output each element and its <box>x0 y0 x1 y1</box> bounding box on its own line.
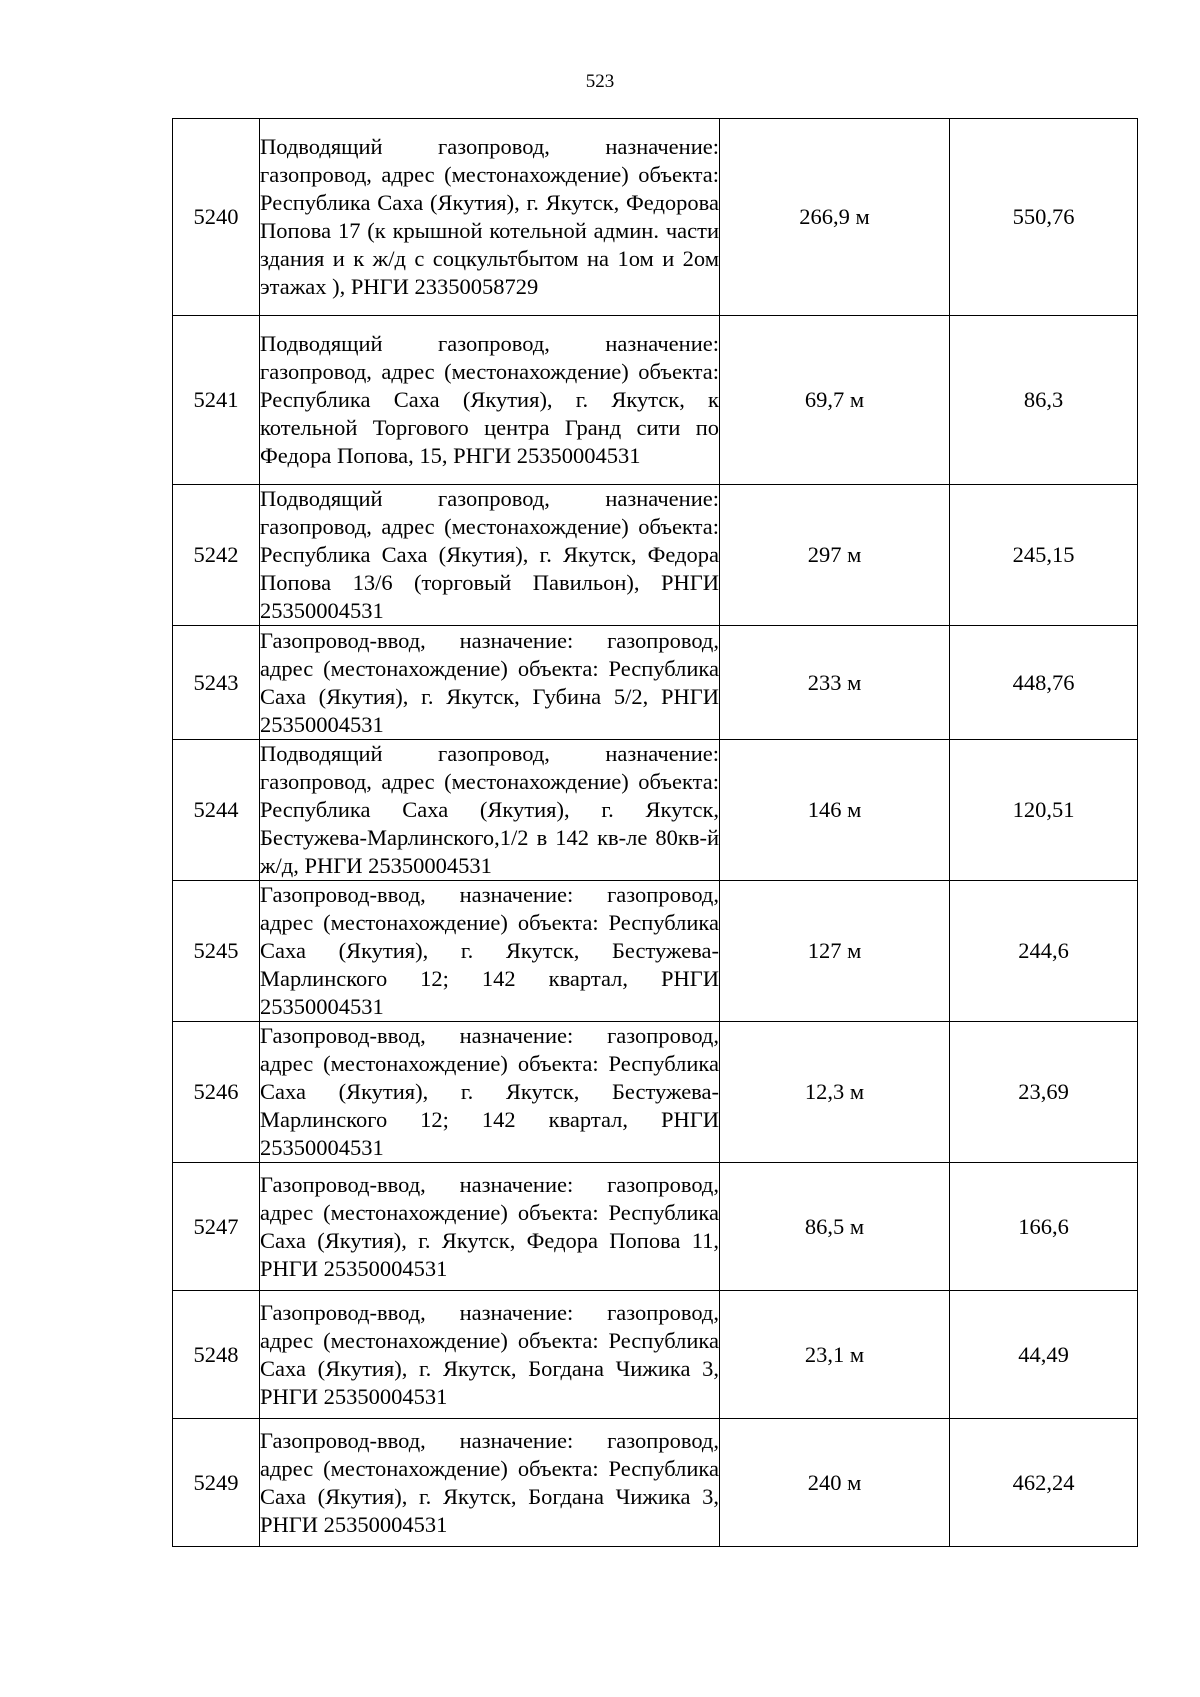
object-length: 240 м <box>720 1419 950 1547</box>
table-row <box>173 1163 1138 1291</box>
table-row <box>173 1291 1138 1419</box>
object-length: 146 м <box>720 740 950 881</box>
object-description: Подводящий газопровод, назначение: газопровод, адрес (местонахождение) объекта: Республика Саха (Якутия), г. Якутск, к котельной Торгового центра Гранд сити по Федора Попова, 15, РНГИ 25350004531 <box>260 316 720 485</box>
object-value: 23,69 <box>950 1022 1138 1163</box>
object-value: 86,3 <box>950 316 1138 485</box>
row-number: 5244 <box>173 740 260 881</box>
row-number: 5241 <box>173 316 260 485</box>
object-length: 266,9 м <box>720 119 950 316</box>
table-row <box>173 1419 1138 1547</box>
object-length: 127 м <box>720 881 950 1022</box>
object-description: Газопровод-ввод, назначение: газопровод, адрес (местонахождение) объекта: Республика Саха (Якутия), г. Якутск, Бестужева-Марлинского 12; 142 квартал, РНГИ 25350004531 <box>260 1022 720 1163</box>
row-number: 5247 <box>173 1163 260 1291</box>
object-length: 233 м <box>720 626 950 740</box>
object-value: 166,6 <box>950 1163 1138 1291</box>
object-description: Газопровод-ввод, назначение: газопровод, адрес (местонахождение) объекта: Республика Саха (Якутия), г. Якутск, Федора Попова 11, РНГИ 25350004531 <box>260 1163 720 1291</box>
object-value: 462,24 <box>950 1419 1138 1547</box>
table-row <box>173 1022 1138 1163</box>
object-length: 86,5 м <box>720 1163 950 1291</box>
table-row <box>173 626 1138 740</box>
object-description: Подводящий газопровод, назначение: газопровод, адрес (местонахождение) объекта: Республика Саха (Якутия), г. Якутск, Федора Попова 13/6 (торговый Павильон), РНГИ 25350004531 <box>260 485 720 626</box>
object-length: 23,1 м <box>720 1291 950 1419</box>
object-description: Подводящий газопровод, назначение: газопровод, адрес (местонахождение) объекта: Республика Саха (Якутия), г. Якутск, Федорова Попова 17 (к крышной котельной админ. части здания и к ж/д с соцкультбытом на 1ом и 2ом этажах ), РНГИ 23350058729 <box>260 119 720 316</box>
table-row <box>173 740 1138 881</box>
row-number: 5245 <box>173 881 260 1022</box>
row-number: 5242 <box>173 485 260 626</box>
object-value: 448,76 <box>950 626 1138 740</box>
row-number: 5249 <box>173 1419 260 1547</box>
table-row <box>173 485 1138 626</box>
object-value: 244,6 <box>950 881 1138 1022</box>
table-row <box>173 881 1138 1022</box>
object-description: Газопровод-ввод, назначение: газопровод, адрес (местонахождение) объекта: Республика Саха (Якутия), г. Якутск, Богдана Чижика 3, РНГИ 25350004531 <box>260 1419 720 1547</box>
object-description: Газопровод-ввод, назначение: газопровод, адрес (местонахождение) объекта: Республика Саха (Якутия), г. Якутск, Богдана Чижика 3, РНГИ 25350004531 <box>260 1291 720 1419</box>
row-number: 5246 <box>173 1022 260 1163</box>
object-value: 550,76 <box>950 119 1138 316</box>
row-number: 5248 <box>173 1291 260 1419</box>
object-value: 120,51 <box>950 740 1138 881</box>
object-length: 297 м <box>720 485 950 626</box>
row-number: 5240 <box>173 119 260 316</box>
object-description: Газопровод-ввод, назначение: газопровод, адрес (местонахождение) объекта: Республика Саха (Якутия), г. Якутск, Бестужева-Марлинского 12; 142 квартал, РНГИ 25350004531 <box>260 881 720 1022</box>
table-row <box>173 316 1138 485</box>
property-registry-table <box>172 118 1138 1547</box>
object-description: Подводящий газопровод, назначение: газопровод, адрес (местонахождение) объекта: Республика Саха (Якутия), г. Якутск, Бестужева-Марлинского,1/2 в 142 кв-ле 80кв-й ж/д, РНГИ 25350004531 <box>260 740 720 881</box>
object-length: 69,7 м <box>720 316 950 485</box>
table-row <box>173 119 1138 316</box>
object-value: 245,15 <box>950 485 1138 626</box>
object-value: 44,49 <box>950 1291 1138 1419</box>
page-number: 523 <box>585 71 615 92</box>
object-description: Газопровод-ввод, назначение: газопровод, адрес (местонахождение) объекта: Республика Саха (Якутия), г. Якутск, Губина 5/2, РНГИ 25350004531 <box>260 626 720 740</box>
object-length: 12,3 м <box>720 1022 950 1163</box>
row-number: 5243 <box>173 626 260 740</box>
